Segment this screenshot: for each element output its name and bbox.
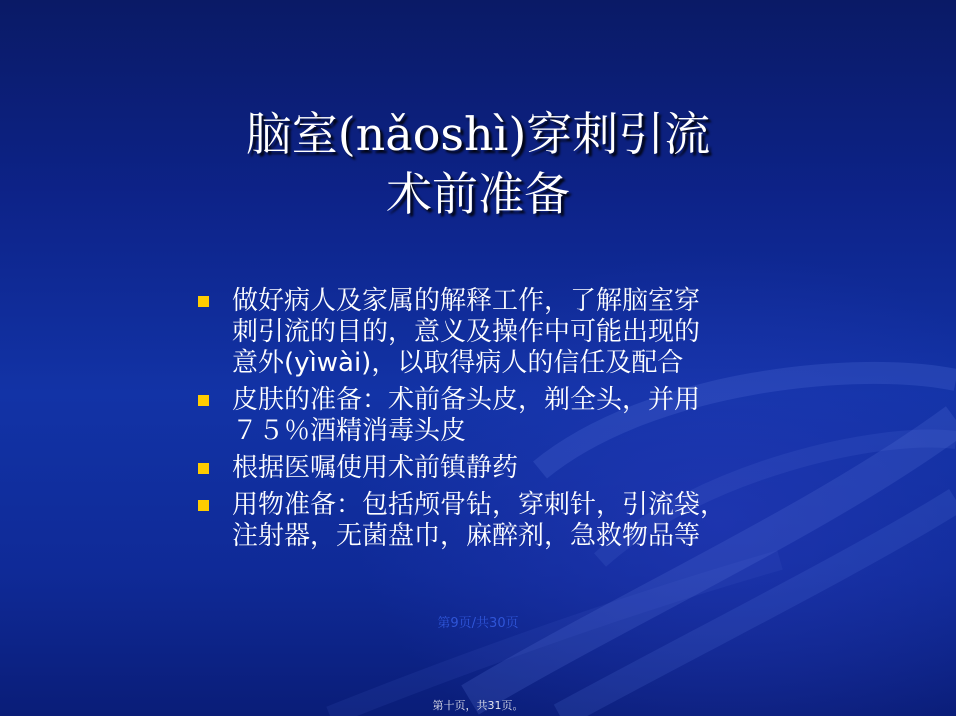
bullet-list	[196, 286, 796, 558]
bullet-text-line: 用物准备：包括颅骨钻，穿刺针，引流袋，	[232, 490, 727, 520]
bullet-square-icon	[198, 500, 209, 511]
bullet-text-line: 意外(yìwài)，以取得病人的信任及配合	[232, 348, 684, 378]
bullet-item-sedation	[196, 453, 796, 484]
title-line-1: 脑室(nǎoshì)穿刺引流	[245, 107, 711, 161]
bullet-text-line: 注射器，无菌盘巾，麻醉剂，急救物品等	[232, 521, 701, 551]
bullet-item-supplies	[196, 490, 796, 552]
bullet-item-explanation	[196, 286, 796, 379]
footer-page-note: 第十页，共31页。	[432, 699, 524, 712]
bullet-text-line: 刺引流的目的，意义及操作中可能出现的	[232, 317, 701, 347]
slide-title	[0, 104, 956, 224]
bullet-text-line: 皮肤的准备：术前备头皮，剃全头，并用	[232, 385, 701, 415]
bullet-square-icon	[198, 296, 209, 307]
title-line-2: 术前准备	[386, 167, 570, 221]
bullet-square-icon	[198, 463, 209, 474]
bullet-text-line: ７５％酒精消毒头皮	[232, 416, 467, 446]
page-indicator: 第9页/共30页	[437, 616, 519, 631]
bullet-item-skin-prep	[196, 385, 796, 447]
bullet-text-line: 做好病人及家属的解释工作，了解脑室穿	[232, 286, 701, 316]
bullet-square-icon	[198, 395, 209, 406]
bullet-text-line: 根据医嘱使用术前镇静药	[232, 453, 519, 483]
